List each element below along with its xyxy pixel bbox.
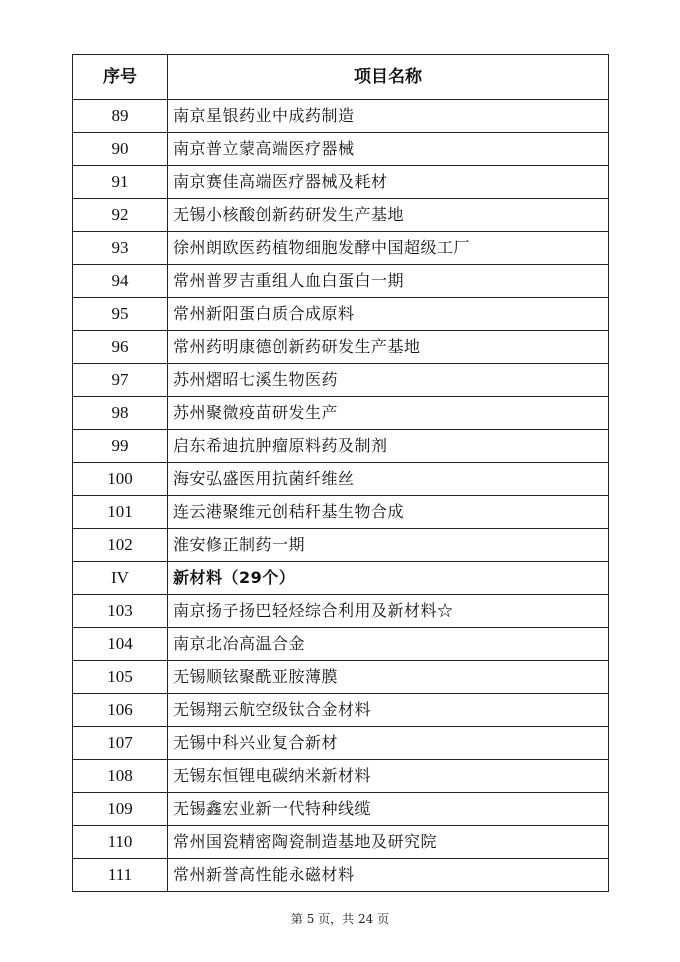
row-number: 102 xyxy=(73,529,168,562)
row-number: 106 xyxy=(73,694,168,727)
row-project-name: 启东希迪抗肿瘤原料药及制剂 xyxy=(168,430,609,463)
section-number: IV xyxy=(73,562,168,595)
table-row xyxy=(73,331,609,364)
row-number: 89 xyxy=(73,100,168,133)
row-number: 109 xyxy=(73,793,168,826)
table-row xyxy=(73,859,609,892)
table-row xyxy=(73,232,609,265)
row-number: 95 xyxy=(73,298,168,331)
row-number: 101 xyxy=(73,496,168,529)
table-row xyxy=(73,595,609,628)
row-number: 92 xyxy=(73,199,168,232)
row-number: 90 xyxy=(73,133,168,166)
table-row xyxy=(73,133,609,166)
header-serial-number: 序号 xyxy=(73,55,168,100)
section-row-new-materials xyxy=(73,562,609,595)
row-project-name: 无锡翔云航空级钛合金材料 xyxy=(168,694,609,727)
row-project-name: 苏州熠昭七溪生物医药 xyxy=(168,364,609,397)
table-row xyxy=(73,628,609,661)
table-row xyxy=(73,397,609,430)
row-project-name: 无锡顺铉聚酰亚胺薄膜 xyxy=(168,661,609,694)
row-number: 104 xyxy=(73,628,168,661)
row-project-name: 无锡小核酸创新药研发生产基地 xyxy=(168,199,609,232)
table-row xyxy=(73,727,609,760)
table-row xyxy=(73,265,609,298)
row-project-name: 南京赛佳高端医疗器械及耗材 xyxy=(168,166,609,199)
row-project-name: 苏州聚微疫苗研发生产 xyxy=(168,397,609,430)
table-header-row xyxy=(73,55,609,100)
row-project-name: 常州国瓷精密陶瓷制造基地及研究院 xyxy=(168,826,609,859)
table-row xyxy=(73,826,609,859)
row-project-name: 无锡东恒锂电碳纳米新材料 xyxy=(168,760,609,793)
row-project-name: 南京普立蒙高端医疗器械 xyxy=(168,133,609,166)
table-row xyxy=(73,364,609,397)
row-project-name: 南京星银药业中成药制造 xyxy=(168,100,609,133)
row-project-name: 南京扬子扬巴轻烃综合利用及新材料☆ xyxy=(168,595,609,628)
table-row xyxy=(73,496,609,529)
table-row xyxy=(73,298,609,331)
row-number: 91 xyxy=(73,166,168,199)
section-title: 新材料（29个） xyxy=(168,562,609,595)
row-number: 93 xyxy=(73,232,168,265)
table-row xyxy=(73,661,609,694)
row-number: 103 xyxy=(73,595,168,628)
row-number: 97 xyxy=(73,364,168,397)
project-table-container xyxy=(72,54,608,892)
table-row xyxy=(73,529,609,562)
row-number: 100 xyxy=(73,463,168,496)
table-row xyxy=(73,100,609,133)
table-row xyxy=(73,760,609,793)
row-project-name: 徐州朗欧医药植物细胞发酵中国超级工厂 xyxy=(168,232,609,265)
table-row xyxy=(73,793,609,826)
table-row xyxy=(73,463,609,496)
row-project-name: 无锡鑫宏业新一代特种线缆 xyxy=(168,793,609,826)
row-number: 110 xyxy=(73,826,168,859)
row-project-name: 海安弘盛医用抗菌纤维丝 xyxy=(168,463,609,496)
row-number: 107 xyxy=(73,727,168,760)
row-number: 98 xyxy=(73,397,168,430)
table-row xyxy=(73,694,609,727)
row-number: 94 xyxy=(73,265,168,298)
row-number: 96 xyxy=(73,331,168,364)
header-project-name: 项目名称 xyxy=(168,55,609,100)
row-project-name: 常州新阳蛋白质合成原料 xyxy=(168,298,609,331)
row-number: 99 xyxy=(73,430,168,463)
table-row xyxy=(73,199,609,232)
project-table xyxy=(72,54,609,892)
row-project-name: 淮安修正制药一期 xyxy=(168,529,609,562)
row-project-name: 南京北冶高温合金 xyxy=(168,628,609,661)
row-number: 111 xyxy=(73,859,168,892)
row-project-name: 连云港聚维元创秸秆基生物合成 xyxy=(168,496,609,529)
row-project-name: 常州药明康德创新药研发生产基地 xyxy=(168,331,609,364)
row-project-name: 无锡中科兴业复合新材 xyxy=(168,727,609,760)
row-number: 105 xyxy=(73,661,168,694)
table-row xyxy=(73,430,609,463)
page-footer: 第 5 页，共 24 页 xyxy=(290,912,390,926)
row-project-name: 常州新誉高性能永磁材料 xyxy=(168,859,609,892)
table-row xyxy=(73,166,609,199)
row-number: 108 xyxy=(73,760,168,793)
row-project-name: 常州普罗吉重组人血白蛋白一期 xyxy=(168,265,609,298)
